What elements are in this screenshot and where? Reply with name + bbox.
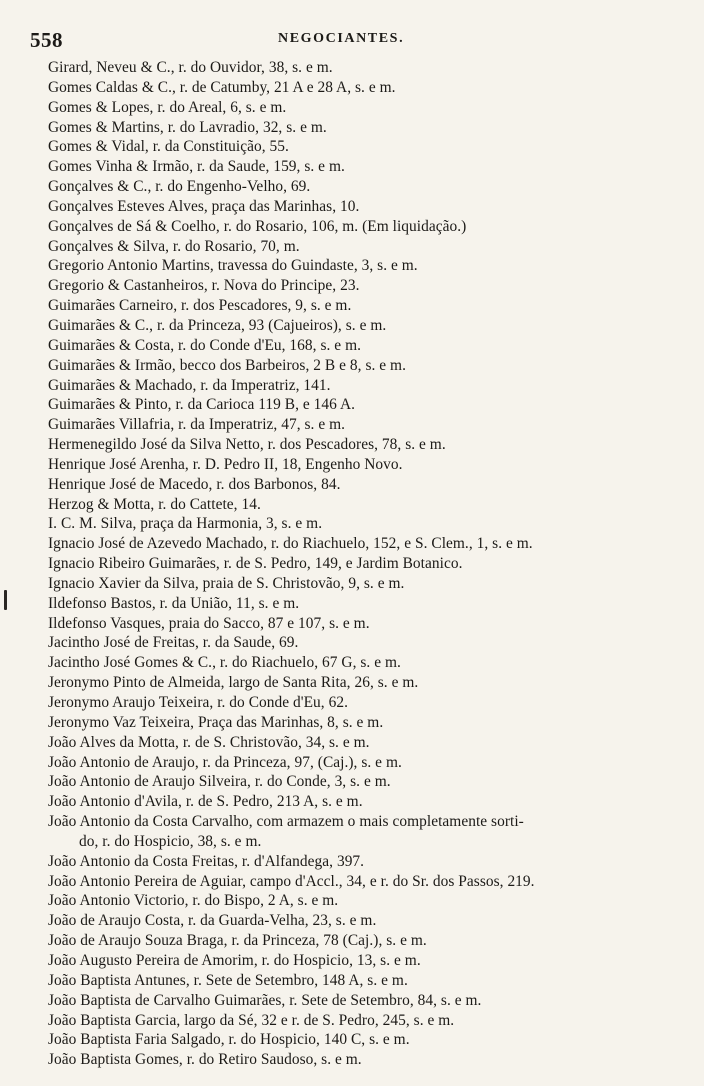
- merchant-entry: Henrique José de Macedo, r. dos Barbonos, 84.: [48, 475, 341, 493]
- merchant-entry: Gonçalves & C., r. do Engenho-Velho, 69.: [48, 178, 311, 196]
- merchant-entry: Guimarães & C., r. da Princeza, 93 (Cajueiros), s. e m.: [48, 316, 387, 334]
- merchant-entry: Guimarães & Machado, r. da Imperatriz, 141.: [48, 376, 331, 394]
- merchant-entry: Ildefonso Bastos, r. da União, 11, s. e m.: [48, 594, 300, 612]
- merchant-entry: João Antonio Pereira de Aguiar, campo d'Accl., 34, e r. do Sr. dos Passos, 219.: [48, 872, 535, 890]
- merchant-entry: Gregorio Antonio Martins, travessa do Guindaste, 3, s. e m.: [48, 257, 418, 275]
- merchant-entry: João Baptista Gomes, r. do Retiro Saudoso, s. e m.: [48, 1051, 362, 1069]
- merchant-entry: João Baptista Garcia, largo da Sé, 32 e r. de S. Pedro, 245, s. e m.: [48, 1011, 455, 1029]
- merchant-entry: [48, 812, 688, 852]
- merchant-entry: João Augusto Pereira de Amorim, r. do Hospicio, 13, s. e m.: [48, 951, 421, 969]
- margin-mark: [4, 590, 7, 610]
- merchant-entry: Gomes & Lopes, r. do Areal, 6, s. e m.: [48, 98, 287, 116]
- merchant-entry: Jacintho José de Freitas, r. da Saude, 69.: [48, 634, 299, 652]
- merchant-entry: Jeronymo Araujo Teixeira, r. do Conde d'Eu, 62.: [48, 694, 348, 711]
- merchant-entry: João de Araujo Costa, r. da Guarda-Velha, 23, s. e m.: [48, 912, 377, 930]
- merchant-entry: Guimarães Carneiro, r. dos Pescadores, 9, s. e m.: [48, 297, 352, 315]
- merchant-entry: Ignacio Ribeiro Guimarães, r. de S. Pedro, 149, e Jardim Botanico.: [48, 555, 463, 573]
- page-number: 558: [30, 28, 63, 52]
- merchant-entry: Ignacio José de Azevedo Machado, r. do Riachuelo, 152, e S. Clem., 1, s. e m.: [48, 535, 533, 553]
- merchant-entry: João Alves da Motta, r. de S. Christovão, 34, s. e m.: [48, 733, 370, 751]
- merchant-entry: Herzog & Motta, r. do Cattete, 14.: [48, 495, 261, 513]
- merchant-entry: Ildefonso Vasques, praia do Sacco, 87 e 107, s. e m.: [48, 614, 370, 632]
- merchant-entry: João Antonio Victorio, r. do Bispo, 2 A, s. e m.: [48, 892, 339, 910]
- merchant-entry: João Antonio de Araujo, r. da Princeza, 97, (Caj.), s. e m.: [48, 753, 402, 771]
- merchant-entry: João Antonio d'Avila, r. de S. Pedro, 213 A, s. e m.: [48, 793, 363, 811]
- merchant-entry-line: João Antonio da Costa Carvalho, com armazem o mais completamente sorti-: [48, 813, 524, 831]
- merchant-entry: Jeronymo Vaz Teixeira, Praça das Marinhas, 8, s. e m.: [48, 713, 384, 731]
- merchant-entry: João Baptista Antunes, r. Sete de Setembro, 148 A, s. e m.: [48, 971, 408, 989]
- merchant-entry: Gomes & Vidal, r. da Constituição, 55.: [48, 138, 289, 156]
- merchant-entry: Hermenegildo José da Silva Netto, r. dos Pescadores, 78, s. e m.: [48, 436, 446, 454]
- merchant-entry: I. C. M. Silva, praça da Harmonia, 3, s. e m.: [48, 515, 323, 533]
- merchant-entry-continuation: do, r. do Hospicio, 38, s. e m.: [79, 832, 262, 850]
- merchant-entry: Jeronymo Pinto de Almeida, largo de Santa Rita, 26, s. e m.: [48, 674, 419, 692]
- merchant-entry: Girard, Neveu & C., r. do Ouvidor, 38, s. e m.: [48, 59, 333, 76]
- merchant-list: [48, 58, 688, 1070]
- merchant-entry: Gregorio & Castanheiros, r. Nova do Principe, 23.: [48, 277, 360, 295]
- merchant-entry: Gonçalves & Silva, r. do Rosario, 70, m.: [48, 237, 300, 255]
- merchant-entry: Gonçalves de Sá & Coelho, r. do Rosario, 106, m. (Em liquidação.): [48, 217, 467, 235]
- merchant-entry: Henrique José Arenha, r. D. Pedro II, 18, Engenho Novo.: [48, 455, 403, 473]
- merchant-entry: Guimarães Villafria, r. da Imperatriz, 47, s. e m.: [48, 416, 346, 434]
- merchant-entry: Gomes Caldas & C., r. de Catumby, 21 A e 28 A, s. e m.: [48, 78, 396, 96]
- merchant-entry: Ignacio Xavier da Silva, praia de S. Christovão, 9, s. e m.: [48, 574, 405, 592]
- merchant-entry: João Baptista Faria Salgado, r. do Hospicio, 140 C, s. e m.: [48, 1031, 410, 1049]
- merchant-entry: João Antonio da Costa Freitas, r. d'Alfandega, 397.: [48, 852, 365, 870]
- merchant-entry: Guimarães & Pinto, r. da Carioca 119 B, e 146 A.: [48, 396, 356, 414]
- merchant-entry: João Antonio de Araujo Silveira, r. do Conde, 3, s. e m.: [48, 773, 391, 791]
- merchant-entry: Gomes & Martins, r. do Lavradio, 32, s. e m.: [48, 118, 327, 136]
- merchant-entry: Gomes Vinha & Irmão, r. da Saude, 159, s. e m.: [48, 158, 345, 176]
- merchant-entry: Jacintho José Gomes & C., r. do Riachuelo, 67 G, s. e m.: [48, 654, 401, 672]
- page-header: [30, 26, 650, 56]
- merchant-entry: Guimarães & Costa, r. do Conde d'Eu, 168, s. e m.: [48, 336, 361, 354]
- merchant-entry: Gonçalves Esteves Alves, praça das Marinhas, 10.: [48, 197, 360, 215]
- merchant-entry: Guimarães & Irmão, becco dos Barbeiros, 2 B e 8, s. e m.: [48, 356, 406, 374]
- merchant-entry: João Baptista de Carvalho Guimarães, r. Sete de Setembro, 84, s. e m.: [48, 991, 482, 1009]
- running-head: NEGOCIANTES.: [278, 31, 405, 46]
- merchant-entry: João de Araujo Souza Braga, r. da Princeza, 78 (Caj.), s. e m.: [48, 932, 427, 950]
